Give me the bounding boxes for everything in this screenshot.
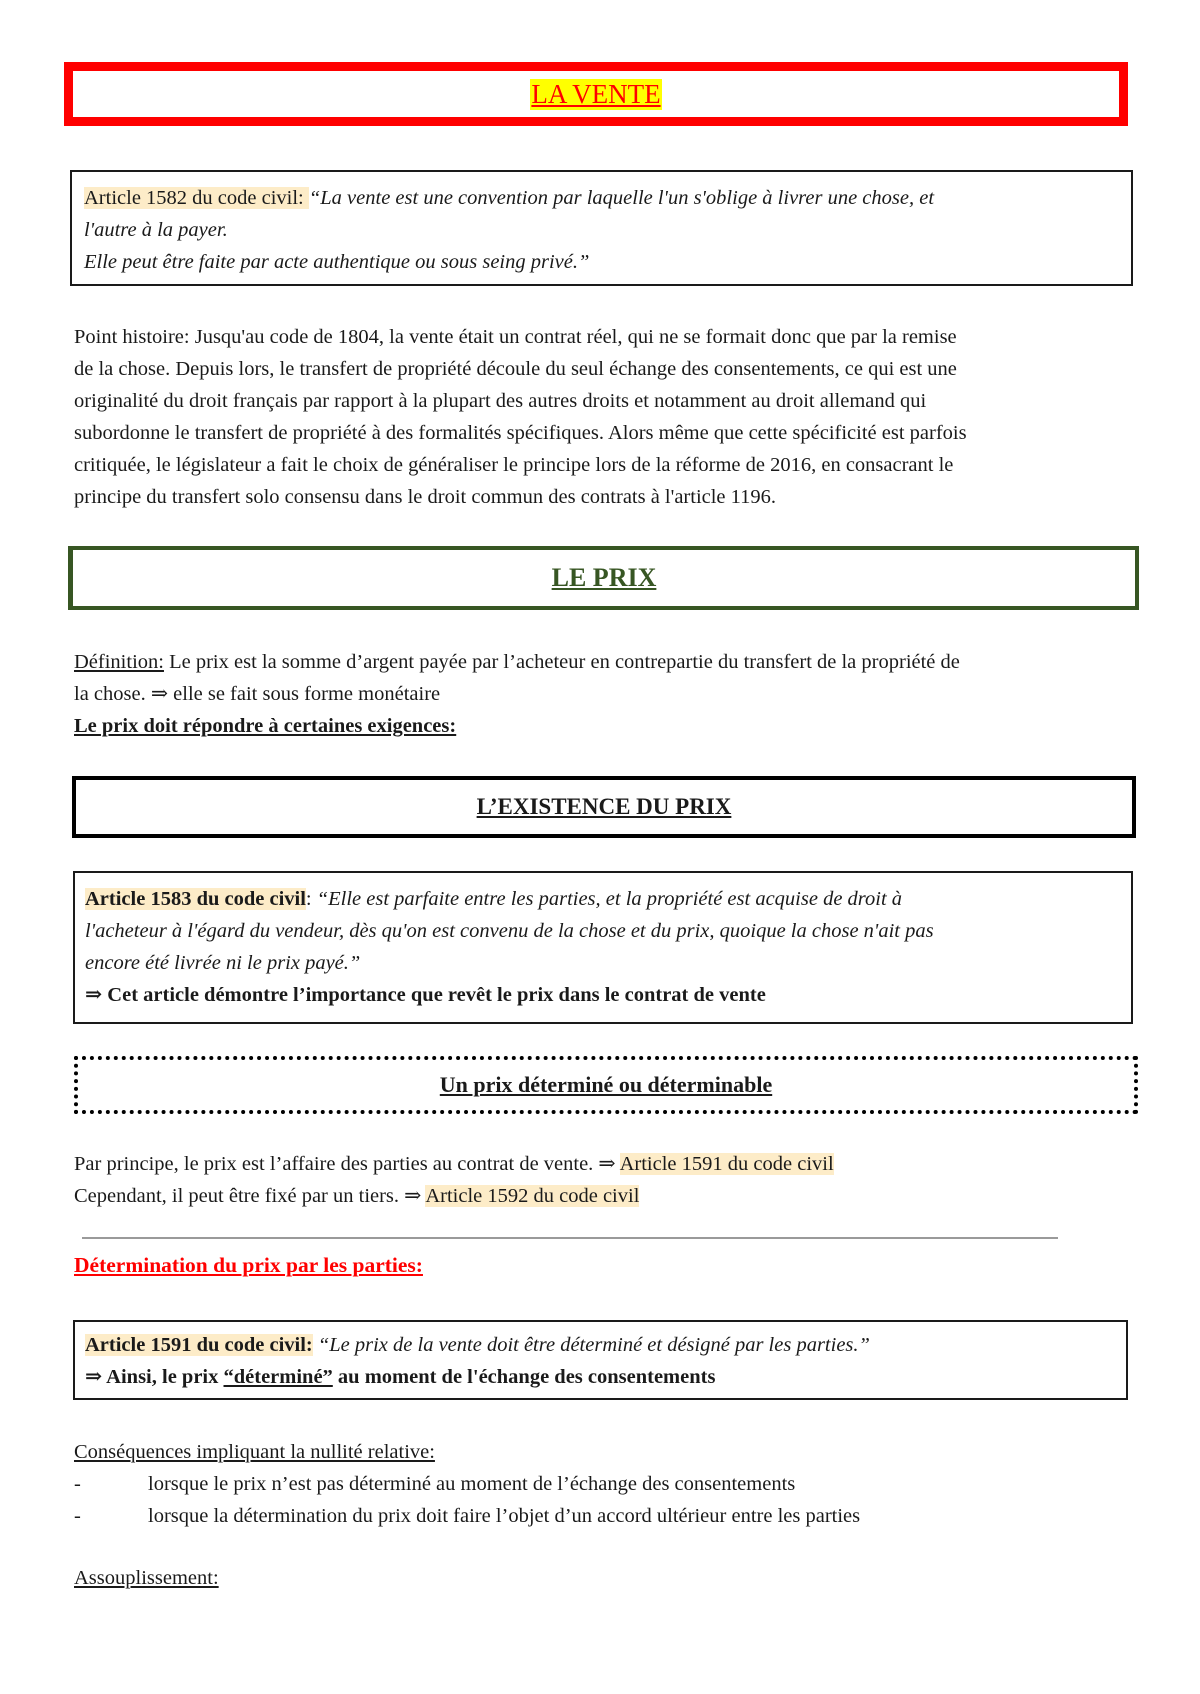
article-1583-box: [73, 871, 1133, 1024]
list-dash: -: [74, 1505, 81, 1527]
assouplissement-text: Assouplissement:: [74, 1567, 219, 1589]
article-1591-ref: Article 1591 du code civil: [619, 1153, 834, 1175]
list-dash: -: [74, 1473, 81, 1495]
article-1582-quote-2: l'autre à la payer.: [84, 219, 228, 241]
article-1591-box-ref: Article 1591 du code civil:: [85, 1334, 313, 1356]
history-paragraph: [74, 321, 1144, 513]
article-1582-quote-3: Elle peut être faite par acte authentique ou sous seing privé.”: [84, 251, 590, 273]
consequences-label: [74, 1436, 1144, 1468]
principle-paragraph: [74, 1148, 1144, 1212]
principle-line-2: Cependant, il peut être fixé par un tiers. ⇒: [74, 1185, 426, 1207]
list-item-text: lorsque le prix n’est pas déterminé au moment de l’échange des consentements: [148, 1473, 796, 1495]
history-line: originalité du droit français par rapport à la plupart des autres droits et notamment au droit allemand qui: [74, 390, 927, 412]
definition-text-2: la chose. ⇒ elle se fait sous forme monétaire: [74, 683, 441, 705]
section-determine: [74, 1056, 1138, 1114]
section-le-prix: [68, 546, 1139, 610]
definition-paragraph: [74, 646, 1144, 742]
article-1582-quote-1: “La vente est une convention par laquelle l'un s'oblige à livrer une chose, et: [308, 187, 935, 209]
article-1583-quote-1: “Elle est parfaite entre les parties, et la propriété est acquise de droit à: [316, 888, 903, 910]
assouplissement-label: [74, 1562, 1144, 1594]
history-line: principe du transfert solo consensu dans le droit commun des contrats à l'article 1196.: [74, 486, 777, 508]
section-existence: [72, 776, 1136, 838]
principle-line-1: Par principe, le prix est l’affaire des parties au contrat de vente. ⇒: [74, 1153, 620, 1175]
parties-heading: Détermination du prix par les parties:: [74, 1253, 423, 1277]
article-1583-conclusion: ⇒ Cet article démontre l’importance que revêt le prix dans le contrat de vente: [85, 984, 766, 1006]
list-item: [74, 1468, 1134, 1500]
document-title: LA VENTE: [531, 78, 661, 109]
article-1591-box: [73, 1320, 1128, 1400]
definition-label: Définition:: [74, 651, 164, 673]
history-line: subordonne le transfert de propriété à des formalités spécifiques. Alors même que cette spécificité est parfois: [74, 422, 967, 444]
section-existence-heading: L’EXISTENCE DU PRIX: [476, 794, 732, 819]
requirements-heading: Le prix doit répondre à certaines exigences:: [74, 715, 457, 737]
article-1591-term: “déterminé”: [223, 1366, 333, 1388]
consequences-label-text: Conséquences impliquant la nullité relative:: [74, 1441, 435, 1463]
history-line: de la chose. Depuis lors, le transfert de propriété découle du seul échange des consentements, ce qui est une: [74, 358, 957, 380]
history-line: Point histoire: Jusqu'au code de 1804, la vente était un contrat réel, qui ne se formait donc que par la remise: [74, 326, 957, 348]
article-1583-quote-3: encore été livrée ni le prix payé.”: [85, 952, 361, 974]
article-1583-ref: Article 1583 du code civil: [85, 888, 306, 910]
article-1591-quote: “Le prix de la vente doit être déterminé et désigné par les parties.”: [312, 1334, 870, 1356]
section-le-prix-heading: LE PRIX: [551, 563, 657, 592]
list-item-text: lorsque la détermination du prix doit faire l’objet d’un accord ultérieur entre les parties: [148, 1505, 861, 1527]
section-determine-heading: Un prix déterminé ou déterminable: [439, 1072, 773, 1097]
article-1583-quote-2: l'acheteur à l'égard du vendeur, dès qu'on est convenu de la chose et du prix, quoique la chose n'ait pas: [85, 920, 934, 942]
title-banner: [64, 62, 1128, 126]
horizontal-divider: [82, 1237, 1058, 1239]
article-1592-ref: Article 1592 du code civil: [425, 1185, 640, 1207]
history-line: critiquée, le législateur a fait le choix de généraliser le principe lors de la réforme de 2016, en consacrant le: [74, 454, 954, 476]
article-1591-conclusion-pre: ⇒ Ainsi, le prix: [85, 1366, 224, 1388]
article-1582-ref: Article 1582 du code civil:: [84, 187, 309, 209]
article-1591-conclusion-post: au moment de l'échange des consentements: [332, 1366, 716, 1388]
list-item: [74, 1500, 1134, 1532]
article-1583-colon: :: [305, 888, 317, 910]
definition-text: Le prix est la somme d’argent payée par l’acheteur en contrepartie du transfert de la propriété de: [163, 651, 960, 673]
article-1582-box: [70, 170, 1133, 286]
